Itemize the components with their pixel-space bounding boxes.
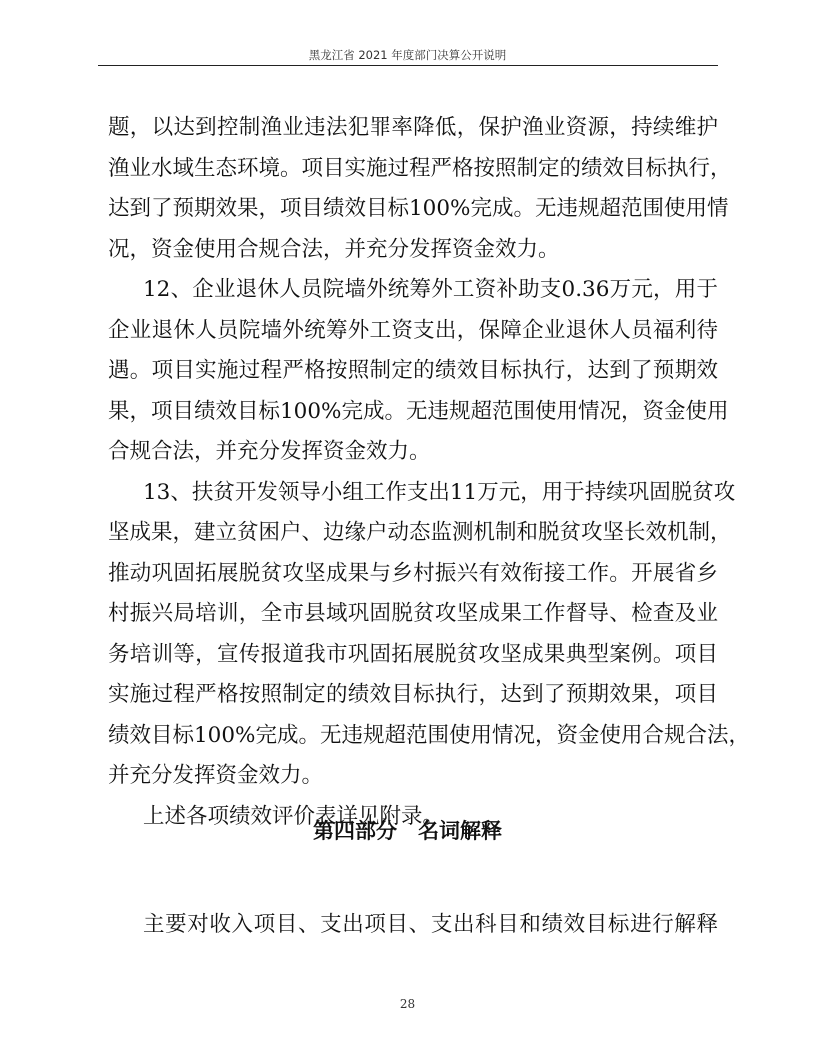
text-line: 13、扶贫开发领导小组工作支出11万元，用于持续巩固脱贫攻 — [143, 479, 736, 505]
text-line: 坚成果，建立贫困户、边缘户动态监测机制和脱贫攻坚长效机制， — [108, 520, 732, 545]
page-header: 黑龙江省 2021 年度部门决算公开说明 — [308, 48, 507, 62]
text-line: 实施过程严格按照制定的绩效目标执行，达到了预期效果，项目 — [108, 682, 718, 707]
text-line: 合规合法，并充分发挥资金效力。 — [108, 439, 431, 464]
section-intro: 主要对收入项目、支出项目、支出科目和绩效目标进行解释 — [143, 912, 718, 937]
text-line: 况，资金使用合规合法，并充分发挥资金效力。 — [108, 236, 560, 262]
text-line: 企业退休人员院墙外统筹外工资支出，保障企业退休人员福利待 — [108, 317, 718, 343]
text-line: 遇。项目实施过程严格按照制定的绩效目标执行，达到了预期效 — [108, 358, 718, 383]
page-number: 28 — [399, 997, 416, 1011]
text-line: 题，以达到控制渔业违法犯罪率降低，保护渔业资源，持续维护 — [108, 115, 718, 140]
text-line: 果，项目绩效目标100%完成。无违规超范围使用情况，资金使用 — [108, 398, 729, 424]
section-title: 第四部分 名词解释 — [313, 819, 502, 843]
text-line: 务培训等，宣传报道我市巩固拓展脱贫攻坚成果典型案例。项目 — [108, 641, 718, 667]
text-line: 推动巩固拓展脱贫攻坚成果与乡村振兴有效衔接工作。开展省乡 — [108, 560, 718, 586]
text-line: 村振兴局培训，全市县域巩固脱贫攻坚成果工作督导、检查及业 — [108, 601, 718, 626]
header-rule — [98, 65, 718, 66]
text-line: 达到了预期效果，项目绩效目标100%完成。无违规超范围使用情 — [108, 196, 729, 221]
text-line: 上述各项绩效评价表详见附录。 — [143, 803, 445, 829]
body-text — [108, 108, 750, 837]
text-line: 渔业水域生态环境。项目实施过程严格按照制定的绩效目标执行， — [108, 155, 732, 181]
text-line: 12、企业退休人员院墙外统筹外工资补助支0.36万元，用于 — [143, 277, 718, 302]
text-line: 绩效目标100%完成。无违规超范围使用情况，资金使用合规合法， — [108, 722, 750, 748]
text-line: 并充分发挥资金效力。 — [108, 763, 324, 788]
